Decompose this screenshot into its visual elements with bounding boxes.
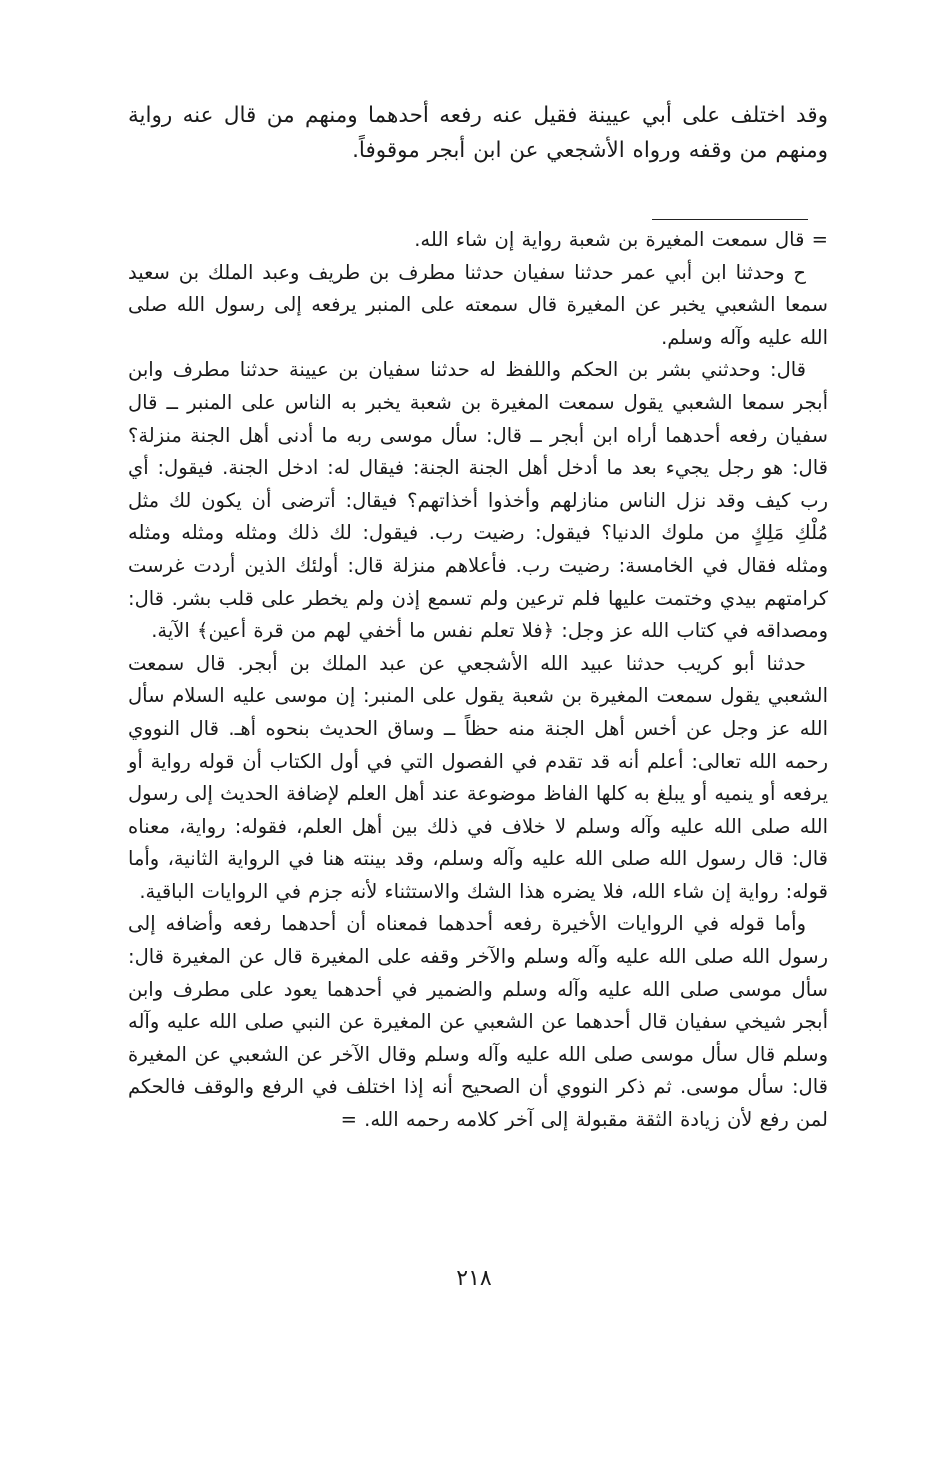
footnote-paragraph: ح وحدثنا ابن أبي عمر حدثنا سفيان حدثنا مطرف بن طريف وعبد الملك بن سعيد سمعا الشعبي يخبر عن المغيرة قال سمعته على المنبر يرفعه إلى رسول الله صلى الله عليه وآله وسلم. xyxy=(128,260,828,349)
page-number: ٢١٨ xyxy=(456,1266,492,1291)
footnote-paragraph: حدثنا أبو كريب حدثنا عبيد الله الأشجعي عن عبد الملك بن أبجر. قال سمعت الشعبي يقول سمعت المغيرة بن شعبة يقول على المنبر: إن موسى عليه السلام سأل الله عز وجل عن أخس أهل الجنة منه حظاً ــ وساق الحديث بنحوه أهـ. قال النووي رحمه الله تعالى: أعلم أنه قد تقدم في الفصول التي في أول الكتاب أن قوله رواية أو يرفعه أو ينميه أو يبلغ به كلها الفاظ موضوعة عند أهل العلم لإضافة الحديث إلى رسول الله صلى الله عليه وآله وسلم لا خلاف في ذلك بين أهل العلم، فقوله: رواية، معناه قال: قال رسول الله صلى الله عليه وآله وسلم، وقد بينته هنا في الرواية الثانية، وأما قوله: رواية إن شاء الله، فلا يضره هذا الشك والاستثناء لأنه جزم في الروايات الباقية. xyxy=(128,651,828,903)
footnote-paragraph: = قال سمعت المغيرة بن شعبة رواية إن شاء الله. xyxy=(414,228,828,251)
main-text: وقد اختلف على أبي عيينة فقيل عنه رفعه أحدهما ومنهم من قال عنه رواية ومنهم من وقفه ورواه الأشجعي عن ابن أبجر موقوفاً. xyxy=(128,103,828,163)
footnote-paragraph: وأما قوله في الروايات الأخيرة رفعه أحدهما فمعناه أن أحدهما رفعه وأضافه إلى رسول الله صلى الله عليه وآله وسلم والآخر وقفه على المغيرة قال عن المغيرة قال: سأل موسى صلى الله عليه وآله وسلم والضمير في أحدهما يعود على مطرف وابن أبجر شيخي سفيان قال أحدهما عن الشعبي عن المغيرة عن النبي صلى الله عليه وآله وسلم قال سأل موسى صلى الله عليه وآله وسلم وقال الآخر عن الشعبي عن المغيرة قال: سأل موسى. ثم ذكر النووي أن الصحيح أنه إذا اختلف في الرفع والوقف فالحكم لمن رفع لأن زيادة الثقة مقبولة إلى آخر كلامه رحمه الله. = xyxy=(128,912,828,1132)
footnotes xyxy=(128,214,828,1137)
footnote-paragraph: قال: وحدثني بشر بن الحكم واللفظ له حدثنا سفيان بن عيينة حدثنا مطرف وابن أبجر سمعا الشعبي يقول سمعت المغيرة بن شعبة يخبر به الناس على المنبر ــ قال سفيان رفعه أحدهما أراه ابن أبجر ــ قال: سأل موسى ربه ما أدنى أهل الجنة منزلة؟ قال: هو رجل يجيء بعد ما أدخل أهل الجنة الجنة: فيقال له: ادخل الجنة. فيقول: أي رب كيف وقد نزل الناس منازلهم وأخذوا أخذاتهم؟ فيقال: أترضى أن يكون لك مثل مُلْكِ مَلِكٍ من ملوك الدنيا؟ فيقول: رضيت رب. فيقول: لك ذلك ومثله ومثله ومثله ومثله فقال في الخامسة: رضيت رب. فأعلاهم منزلة قال: أولئك الذين أردت غرست كرامتهم بيدي وختمت عليها فلم ترعين ولم تسمع إذن ولم يخطر على قلب بشر. قال: ومصداقه في كتاب الله عز وجل: ﴿فلا تعلم نفس ما أخفي لهم من قرة أعين﴾ الآية. xyxy=(128,358,828,643)
